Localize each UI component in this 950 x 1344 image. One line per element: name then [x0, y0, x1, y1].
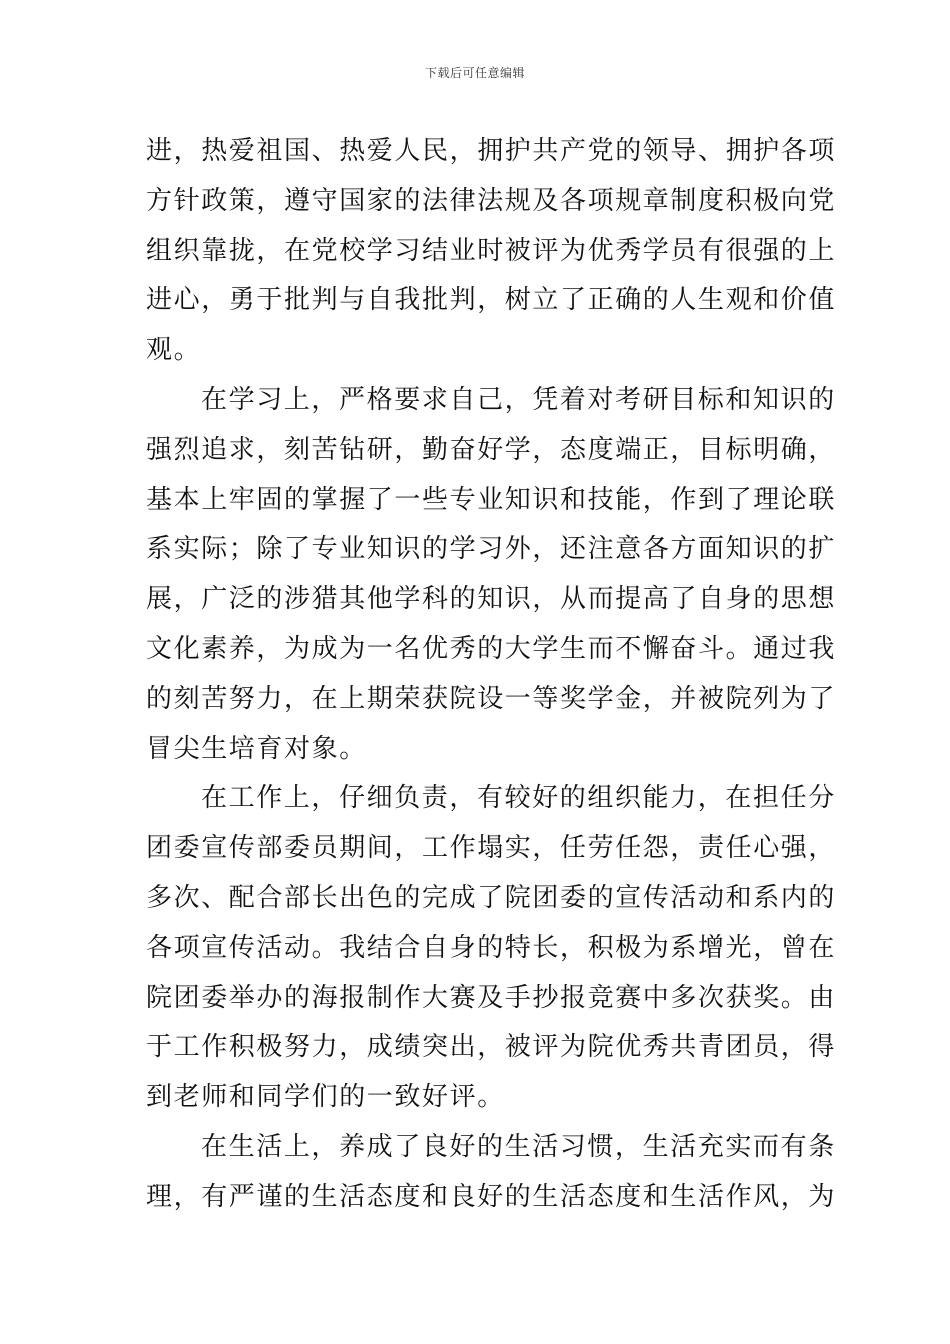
- text-line: 系实际；除了专业知识的学习外，还注意各方面知识的扩: [146, 534, 837, 565]
- text-line: 组织靠拢，在党校学习结业时被评为优秀学员有很强的上: [146, 235, 837, 266]
- text-line: 多次、配合部长出色的完成了院团委的宣传活动和系内的: [146, 882, 837, 913]
- text-line: 展，广泛的涉猎其他学科的知识，从而提高了自身的思想: [146, 584, 837, 615]
- text-line: 到老师和同学们的一致好评。: [146, 1082, 505, 1113]
- text-line: 文化素养，为成为一名优秀的大学生而不懈奋斗。通过我: [146, 633, 837, 664]
- text-line: 于工作积极努力，成绩突出，被评为院优秀共青团员，得: [146, 1032, 837, 1063]
- text-line: 进心，勇于批判与自我批判，树立了正确的人生观和价值: [146, 285, 837, 316]
- text-line: 团委宣传部委员期间，工作塌实，任劳任怨，责任心强，: [146, 833, 837, 864]
- paragraph: [146, 1123, 837, 1223]
- text-line: 在生活上，养成了良好的生活习惯，生活充实而有条: [201, 1131, 836, 1162]
- paragraph: [146, 774, 837, 1123]
- text-line: 在工作上，仔细负责，有较好的组织能力，在担任分: [201, 783, 836, 814]
- text-line: 理，有严谨的生活态度和良好的生活态度和生活作风，为: [146, 1181, 837, 1212]
- text-line: 强烈追求，刻苦钻研，勤奋好学，态度端正，目标明确，: [146, 434, 837, 465]
- paragraph: [146, 127, 837, 376]
- text-line: 院团委举办的海报制作大赛及手抄报竞赛中多次获奖。由: [146, 982, 837, 1013]
- text-line: 的刻苦努力，在上期荣获院设一等奖学金，并被院列为了: [146, 683, 837, 714]
- document-body: [146, 127, 837, 1223]
- text-line: 基本上牢固的掌握了一些专业知识和技能，作到了理论联: [146, 484, 837, 515]
- text-line: 观。: [146, 335, 202, 366]
- text-line: 在学习上，严格要求自己，凭着对考研目标和知识的: [201, 384, 836, 415]
- text-line: 各项宣传活动。我结合自身的特长，积极为系增光，曾在: [146, 932, 837, 963]
- paragraph: [146, 376, 837, 774]
- page-header: 下载后可任意编辑: [424, 66, 525, 80]
- text-line: 方针政策，遵守国家的法律法规及各项规章制度积极向党: [146, 185, 837, 216]
- text-line: 进，热爱祖国、热爱人民，拥护共产党的领导、拥护各项: [146, 136, 837, 166]
- text-line: 冒尖生培育对象。: [146, 733, 367, 764]
